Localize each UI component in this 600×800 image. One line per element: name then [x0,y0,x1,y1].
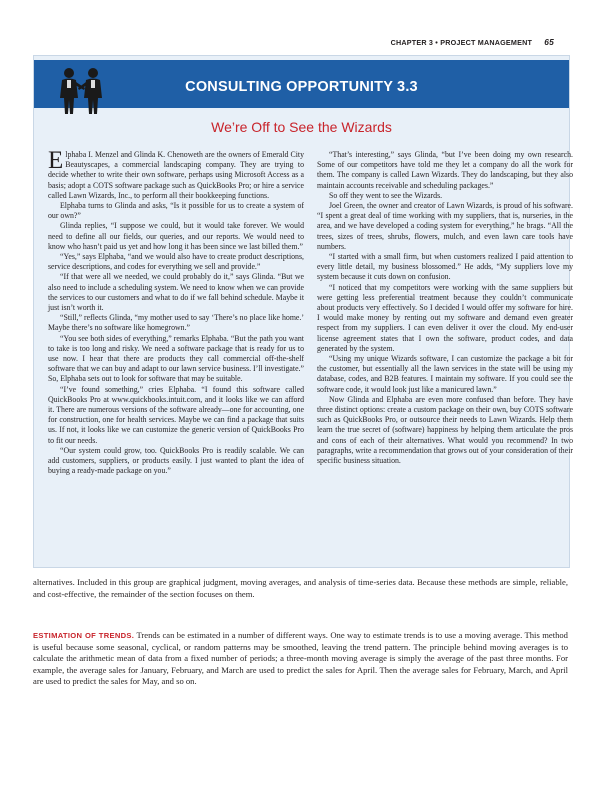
page-number: 65 [544,37,554,47]
paragraph: Joel Green, the owner and creator of Lawn Wizards, is proud of his software. “I spent a great deal of time working with my suppliers, that is, nurseries, in the area, and we have developed a coding system for everything,” he brags. “All the trees, sizes of trees, shrubs, flowers, mulch, and even lawn care tools have numbers. [317,201,573,251]
first-paragraph [48,147,304,201]
paragraph: “If that were all we needed, we could probably do it,” says Glinda. “But we also need to include a scheduling system. We need to know when we can provide the services to our customers and what to do if we fall behind schedule. Maybe it just isn’t worth it. [48,272,304,313]
body-paragraph-2 [33,630,568,688]
paragraph: So off they went to see the Wizards. [329,190,443,200]
paragraph: “Using my unique Wizards software, I can customize the package a bit for the customer, but essentially all the lawn services in the state will be using my database, codes, and B2B features. I maintain my software. If you could see the software code, it would look just like a manicured lawn.” [317,354,573,394]
section-runin-heading: ESTIMATION OF TRENDS. [33,631,135,640]
body-paragraph-1 [33,577,568,600]
paragraph: Elphaba turns to Glinda and asks, “Is it possible for us to create a system of our own?” [48,201,304,221]
body-text: Trends can be estimated in a number of different ways. One way to estimate trends is to use a moving average. This method is useful because some seasonal, cyclical, or random patterns may be smoothed, leaving the trend pattern. The principle behind moving averages is to calculate the arithmetic mean of data from a fixed number of periods; a three-month moving average is simply the average of the past three months. For example, the average sales for January, February, and March are used to predict the sales for April. Then the average sales for February, March, and April are used to predict the sales for May, and so on. [33,630,568,687]
body-text: alternatives. Included in this group are graphical judgment, moving averages, and analysis of time-series data. Because these methods are simple, reliable, and cost-effective, the remainder of the section focuses on them. [33,577,568,599]
box-title: CONSULTING OPPORTUNITY 3.3 [185,79,418,95]
box-banner [34,60,569,108]
chapter-label: CHAPTER 3 • PROJECT MANAGEMENT [390,38,533,47]
right-column [317,150,573,466]
paragraph: “Yes,” says Elphaba, “and we would also have to create product descriptions, service descriptions, and codes for everything we sell and provide.” [48,252,304,272]
paragraph: “I noticed that my competitors were working with the same suppliers but were getting less preferential treatment because they couldn’t communicate about products very effectively. So I decided I would offer my software for hire. I would make money by renting out my software and demand even greater respect from my suppliers. I can even deliver it over the cloud. My end-user license agreement states that I own the software, product codes, and data generated by the system. [317,282,573,353]
body-text-with-heading [33,630,568,688]
paragraph: Now Glinda and Elphaba are even more confused than before. They have three distinct options: create a custom package on their own, buy COTS software such as QuickBooks Pro, or outsource their needs to Lawn Wizards. Help them learn the true secret of (software) happiness by helping them articulate the pros and cons of each of their alternatives. What would you recommend? In two paragraphs, write a recommendation that grows out of your consideration of their specific business situation. [317,394,573,466]
paragraph: “I started with a small firm, but when customers realized I paid attention to every little detail, my business blossomed.” He adds, “My suppliers love my system because it cuts down on confusion. [317,252,573,282]
paragraph: Glinda replies, “I suppose we could, but it would take forever. We would need to define all our fields, our queries, and our reports. We would need to know who hasn’t paid us yet and how long it has been since we last billed them.” [48,221,304,251]
first-paragraph-text: lphaba I. Menzel and Glinda K. Chenoweth are the owners of Emerald City Beautyscapes, a commercial landscaping company. They are trying to decide whether to write their own software, perhaps using Microsoft Access as a basis; adopt a COTS software package such as QuickBooks Pro; or hire a service called Lawn Wizards, Inc., to perform all their bookkeeping functions. [48,150,304,200]
box-subtitle: We’re Off to See the Wizards [211,119,392,135]
paragraph: “Still,” reflects Glinda, “my mother used to say ‘There’s no place like home.’ Maybe there’s no software like homegrown.” [48,313,304,333]
drop-cap: E [48,147,64,174]
left-column [48,147,304,477]
paragraph: “That’s interesting,” says Glinda, “but I’ve been doing my own research. Some of our competitors have told me they let a company do all the work for them. The company is called Lawn Wizards. They do landscaping, but they also maintain accounts receivable and scheduling packages.” [317,150,573,190]
consulting-opportunity-box [33,55,573,568]
paragraph: “You see both sides of everything,” remarks Elphaba. “But the path you want to take is too long and risky. We need a software package that is ready for us to use now. I hear that there are products they call commercial off-the-shelf software that we can buy and adapt to our lawn service business. I’ll investigate.” So, Elphaba sets out to look for software that may be suitable. [48,333,304,384]
paragraph: “I’ve found something,” cries Elphaba. “I found this software called QuickBooks Pro at www.quickbooks.intuit.com, and it looks like we can afford it. There are numerous versions of the software already—one for accounting, one for construction, one for health services. Maybe we can find a package that suits us. If not, it looks like we can customize the generic version of QuickBooks Pro to fit our needs. [48,384,304,445]
running-header [391,37,554,47]
paragraph: “Our system could grow, too. QuickBooks Pro is readily scalable. We can add customers, suppliers, or products easily. I just wanted to plant the idea of buying a ready-made package on you.” [48,445,304,476]
